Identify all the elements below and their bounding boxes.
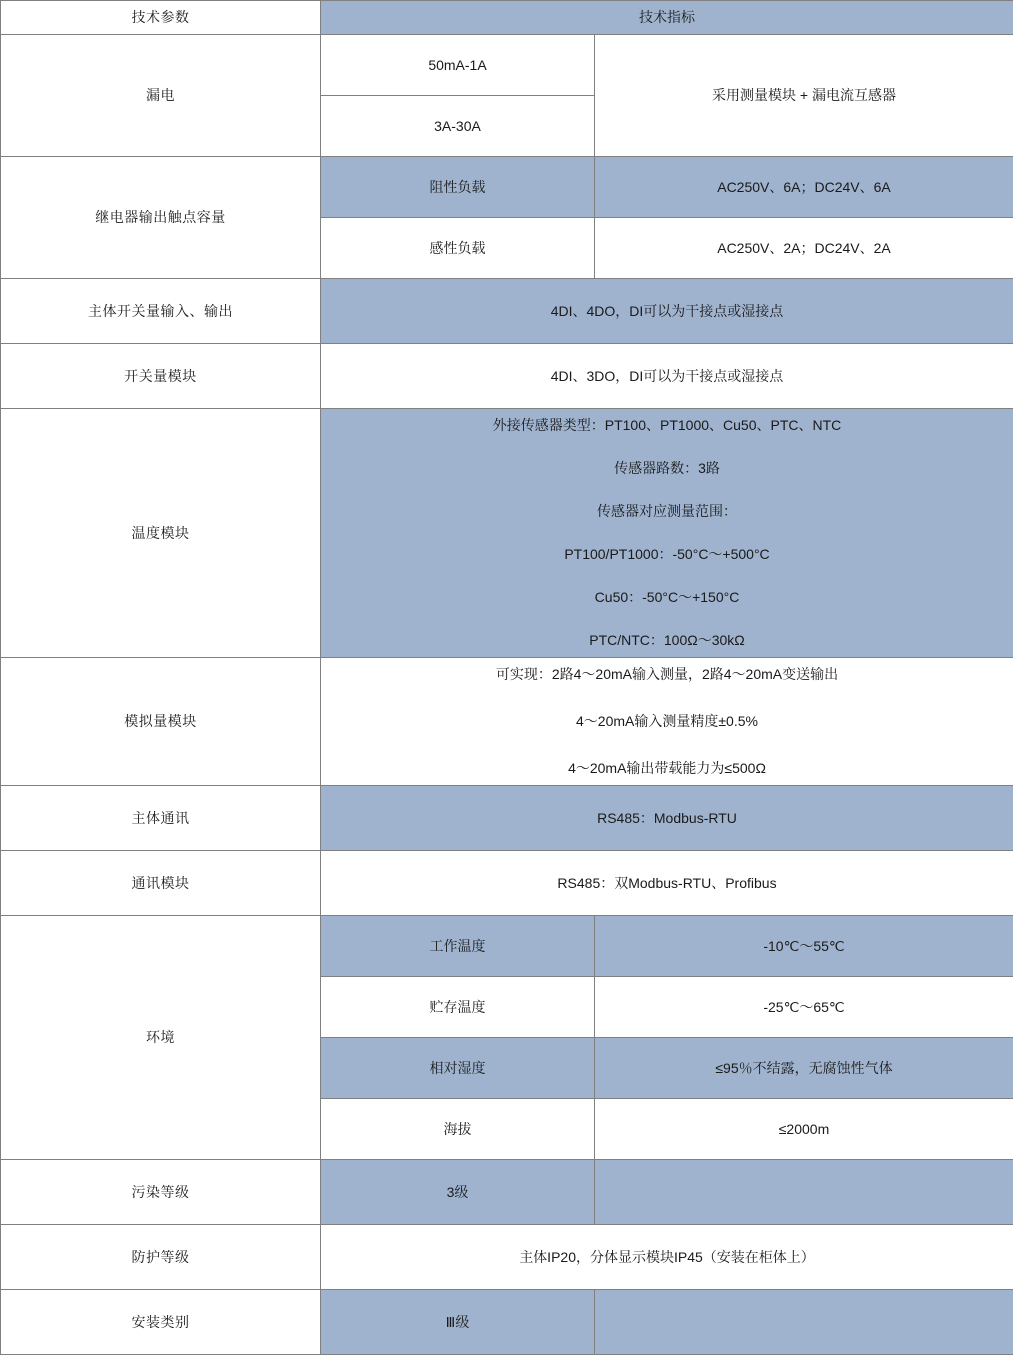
install-value-spacer (595, 1290, 1013, 1355)
environment-item-name: 工作温度 (321, 916, 595, 977)
table-row (1, 279, 1013, 344)
main-io-value: 4DI、4DO，DI可以为干接点或湿接点 (321, 279, 1013, 344)
row-label-install: 安装类别 (1, 1290, 321, 1355)
table-row (1, 344, 1013, 409)
relay-resistive-value: AC250V、6A；DC24V、6A (595, 157, 1013, 218)
environment-item-name: 海拔 (321, 1099, 595, 1160)
temperature-line: PT100/PT1000：-50°C～+500°C (329, 544, 1005, 565)
temperature-line: 外接传感器类型：PT100、PT1000、Cu50、PTC、NTC (329, 415, 1005, 436)
table-row (1, 786, 1013, 851)
row-label-leakage: 漏电 (1, 35, 321, 157)
table-row (1, 916, 1013, 977)
comm-module-value: RS485：双Modbus-RTU、Profibus (321, 851, 1013, 916)
pollution-value-spacer (595, 1160, 1013, 1225)
install-value: Ⅲ级 (321, 1290, 595, 1355)
environment-item-value: -10℃～55℃ (595, 916, 1013, 977)
table-row (1, 851, 1013, 916)
temperature-value-block (321, 409, 1013, 658)
analog-line: 4～20mA输出带载能力为≤500Ω (329, 758, 1005, 779)
table-header-row (1, 1, 1013, 35)
di-module-value: 4DI、3DO，DI可以为干接点或湿接点 (321, 344, 1013, 409)
analog-value-block (321, 658, 1013, 786)
temperature-line: PTC/NTC：100Ω～30kΩ (329, 630, 1005, 651)
main-comm-value: RS485：Modbus-RTU (321, 786, 1013, 851)
table-row (1, 1290, 1013, 1355)
table-row (1, 409, 1013, 658)
row-label-di-module: 开关量模块 (1, 344, 321, 409)
relay-inductive-value: AC250V、2A；DC24V、2A (595, 218, 1013, 279)
row-label-comm-module: 通讯模块 (1, 851, 321, 916)
pollution-value: 3级 (321, 1160, 595, 1225)
row-label-main-io: 主体开关量输入、输出 (1, 279, 321, 344)
header-spec-cell: 技术指标 (321, 1, 1013, 35)
row-label-environment: 环境 (1, 916, 321, 1160)
leakage-range-1: 50mA-1A (321, 35, 595, 96)
environment-item-value: ≤95％不结露，无腐蚀性气体 (595, 1038, 1013, 1099)
relay-resistive-label: 阻性负载 (321, 157, 595, 218)
environment-item-name: 贮存温度 (321, 977, 595, 1038)
environment-item-value: ≤2000m (595, 1099, 1013, 1160)
analog-line: 4～20mA输入测量精度±0.5% (329, 711, 1005, 732)
table-row (1, 658, 1013, 786)
analog-line: 可实现：2路4～20mA输入测量，2路4～20mA变送输出 (329, 664, 1005, 685)
header-param-cell: 技术参数 (1, 1, 321, 35)
table-row (1, 157, 1013, 218)
table-row (1, 1160, 1013, 1225)
table-row (1, 35, 1013, 96)
row-label-temperature: 温度模块 (1, 409, 321, 658)
row-label-pollution: 污染等级 (1, 1160, 321, 1225)
row-label-relay: 继电器输出触点容量 (1, 157, 321, 279)
temperature-line: 传感器对应测量范围： (329, 501, 1005, 522)
row-label-protection: 防护等级 (1, 1225, 321, 1290)
environment-item-value: -25℃～65℃ (595, 977, 1013, 1038)
leakage-value: 采用测量模块 + 漏电流互感器 (595, 35, 1013, 157)
temperature-line: Cu50：-50°C～+150°C (329, 587, 1005, 608)
protection-value: 主体IP20，分体显示模块IP45（安装在柜体上） (321, 1225, 1013, 1290)
environment-item-name: 相对湿度 (321, 1038, 595, 1099)
table-row (1, 1225, 1013, 1290)
leakage-range-2: 3A-30A (321, 96, 595, 157)
relay-inductive-label: 感性负载 (321, 218, 595, 279)
row-label-analog: 模拟量模块 (1, 658, 321, 786)
temperature-line: 传感器路数：3路 (329, 458, 1005, 479)
row-label-main-comm: 主体通讯 (1, 786, 321, 851)
